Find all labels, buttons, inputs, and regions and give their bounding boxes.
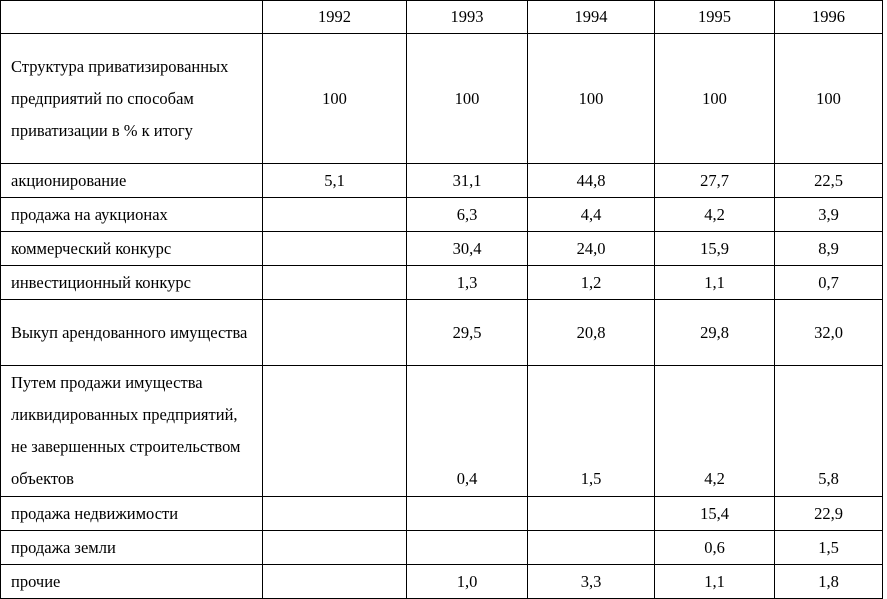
table-cell xyxy=(263,531,407,565)
row-label: коммерческий конкурс xyxy=(1,232,263,266)
table-cell xyxy=(407,531,528,565)
table-cell: 4,2 xyxy=(655,198,775,232)
table-row xyxy=(1,164,883,198)
table-cell: 8,9 xyxy=(775,232,883,266)
table-cell: 1,1 xyxy=(655,565,775,599)
table-cell: 1,1 xyxy=(655,266,775,300)
table-cell: 44,8 xyxy=(528,164,655,198)
table-cell: 29,8 xyxy=(655,300,775,366)
table-cell: 100 xyxy=(528,34,655,164)
table-row xyxy=(1,497,883,531)
table-cell: 4,4 xyxy=(528,198,655,232)
table-cell: 6,3 xyxy=(407,198,528,232)
table-cell: 1,3 xyxy=(407,266,528,300)
table-cell xyxy=(263,266,407,300)
table-row xyxy=(1,232,883,266)
table-cell: 15,4 xyxy=(655,497,775,531)
row-label: Структура приватизированных предприятий по способам приватизации в % к итогу xyxy=(1,34,263,164)
table-cell xyxy=(263,565,407,599)
table-cell: 24,0 xyxy=(528,232,655,266)
row-label: продажа недвижимости xyxy=(1,497,263,531)
table-cell: 30,4 xyxy=(407,232,528,266)
table-row xyxy=(1,366,883,497)
table-cell: 1,5 xyxy=(775,531,883,565)
table-cell: 27,7 xyxy=(655,164,775,198)
table-cell xyxy=(263,300,407,366)
table-cell xyxy=(528,531,655,565)
table-cell: 15,9 xyxy=(655,232,775,266)
table-cell xyxy=(263,497,407,531)
table-cell: 5,1 xyxy=(263,164,407,198)
header-cell-1994: 1994 xyxy=(528,1,655,34)
header-cell-1993: 1993 xyxy=(407,1,528,34)
table-cell xyxy=(528,497,655,531)
table-cell: 32,0 xyxy=(775,300,883,366)
table-cell: 20,8 xyxy=(528,300,655,366)
table-cell xyxy=(263,232,407,266)
table-cell: 22,9 xyxy=(775,497,883,531)
table-cell: 0,7 xyxy=(775,266,883,300)
row-label: Выкуп арендованного имущества xyxy=(1,300,263,366)
header-cell-1992: 1992 xyxy=(263,1,407,34)
table-row xyxy=(1,300,883,366)
table-cell xyxy=(407,497,528,531)
header-cell-empty xyxy=(1,1,263,34)
table-row xyxy=(1,34,883,164)
row-label: Путем продажи имущества ликвидированных предприятий, не завершенных строительством объектов xyxy=(1,366,263,497)
header-cell-1996: 1996 xyxy=(775,1,883,34)
row-label: прочие xyxy=(1,565,263,599)
table-row xyxy=(1,266,883,300)
table-cell: 22,5 xyxy=(775,164,883,198)
table-cell: 5,8 xyxy=(775,366,883,497)
table-row xyxy=(1,531,883,565)
table-row xyxy=(1,198,883,232)
table-cell: 31,1 xyxy=(407,164,528,198)
table-cell: 100 xyxy=(263,34,407,164)
table-cell: 29,5 xyxy=(407,300,528,366)
table-cell: 0,4 xyxy=(407,366,528,497)
row-label: инвестиционный конкурс xyxy=(1,266,263,300)
table-cell: 3,9 xyxy=(775,198,883,232)
table-cell: 0,6 xyxy=(655,531,775,565)
header-cell-1995: 1995 xyxy=(655,1,775,34)
table-cell: 3,3 xyxy=(528,565,655,599)
table-cell: 100 xyxy=(775,34,883,164)
table-cell: 1,5 xyxy=(528,366,655,497)
table-cell: 4,2 xyxy=(655,366,775,497)
table-cell: 100 xyxy=(655,34,775,164)
table-row xyxy=(1,565,883,599)
row-label: продажа на аукционах xyxy=(1,198,263,232)
row-label: акционирование xyxy=(1,164,263,198)
table-cell: 100 xyxy=(407,34,528,164)
table-cell: 1,2 xyxy=(528,266,655,300)
table-cell: 1,8 xyxy=(775,565,883,599)
table-cell: 1,0 xyxy=(407,565,528,599)
table-cell xyxy=(263,366,407,497)
row-label: продажа земли xyxy=(1,531,263,565)
header-row xyxy=(1,1,883,34)
table-cell xyxy=(263,198,407,232)
